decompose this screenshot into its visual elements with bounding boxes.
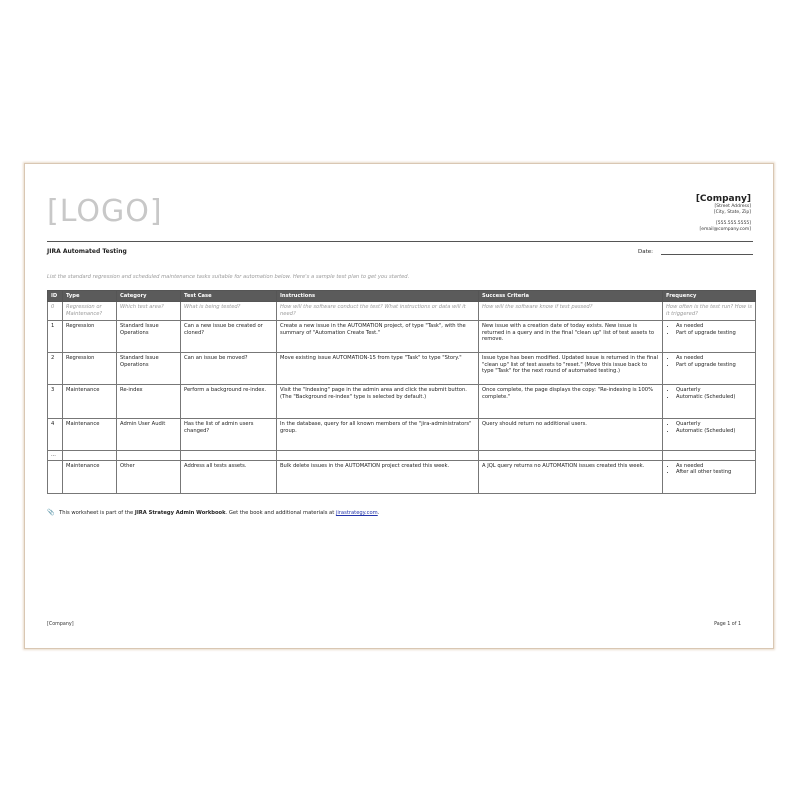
document-title: JIRA Automated Testing xyxy=(47,248,127,255)
table-row xyxy=(48,385,756,419)
table-cell: Visit the "Indexing" page in the admin area and click the submit button. (The "Background re-index" type is selected by default.) xyxy=(277,385,479,419)
frequency-cell xyxy=(663,460,756,493)
date-input-line[interactable] xyxy=(661,248,753,255)
logo-placeholder: [LOGO] xyxy=(47,194,163,229)
header-instructions: Instructions xyxy=(277,291,479,302)
header-id: ID xyxy=(48,291,63,302)
table-cell: 1 xyxy=(48,321,63,353)
table-cell: Create a new issue in the AUTOMATION project, of type "Task", with the summary of "Automation Create Test." xyxy=(277,321,479,353)
frequency-cell xyxy=(663,353,756,385)
header-type: Type xyxy=(63,291,117,302)
table-cell: Can an issue be moved? xyxy=(181,353,277,385)
table-cell xyxy=(479,451,663,461)
email-address: [email@company.com] xyxy=(699,227,751,232)
table-cell: Maintenance xyxy=(63,419,117,451)
list-item: • After all other testing xyxy=(676,469,752,476)
city-state-zip: [City, State, Zip] xyxy=(713,210,751,215)
table-cell: Address all tests assets. xyxy=(181,460,277,493)
header-test-case: Test Case xyxy=(181,291,277,302)
phone-number: [555.555.5555] xyxy=(715,221,751,226)
list-item: • Automatic (Scheduled) xyxy=(676,428,752,435)
table-cell: Re-index xyxy=(117,385,181,419)
frequency-cell xyxy=(663,321,756,353)
list-item: • Quarterly xyxy=(676,387,752,394)
table-cell: Move existing issue AUTOMATION-15 from type "Task" to type "Story." xyxy=(277,353,479,385)
list-item: • As needed xyxy=(676,355,752,362)
frequency-cell xyxy=(663,385,756,419)
table-cell xyxy=(48,460,63,493)
document-page xyxy=(24,163,774,649)
workbook-footnote xyxy=(47,509,379,516)
table-cell: Perform a background re-index. xyxy=(181,385,277,419)
table-cell: Can a new issue be created or cloned? xyxy=(181,321,277,353)
footer-company: [Company] xyxy=(47,622,74,627)
table-cell: Query should return no additional users. xyxy=(479,419,663,451)
table-row xyxy=(48,419,756,451)
table-cell: Maintenance xyxy=(63,460,117,493)
workbook-name: JIRA Strategy Admin Workbook xyxy=(134,510,226,516)
table-row xyxy=(48,353,756,385)
company-address-block xyxy=(696,194,751,233)
list-item: • As needed xyxy=(676,323,752,330)
frequency-cell xyxy=(663,419,756,451)
table-cell: 3 xyxy=(48,385,63,419)
table-cell: A JQL query returns no AUTOMATION issues created this week. xyxy=(479,460,663,493)
list-item: • Part of upgrade testing xyxy=(676,362,752,369)
list-item: • Quarterly xyxy=(676,421,752,428)
table-cell xyxy=(663,451,756,461)
table-cell: Other xyxy=(117,460,181,493)
table-cell: ... xyxy=(48,451,63,461)
test-plan-table xyxy=(47,290,756,494)
date-label: Date: xyxy=(638,249,653,255)
table-cell: Regression xyxy=(63,321,117,353)
table-cell: Issue type has been modified. Updated issue is returned in the final "clean up" list of test assets to "reset." (Move this issue back to type "Task" for the next round of automated testing.) xyxy=(479,353,663,385)
table-cell: Admin User Audit xyxy=(117,419,181,451)
paperclip-icon: 📎 xyxy=(47,509,55,516)
street-address: [Street Address] xyxy=(714,204,751,209)
intro-text: List the standard regression and scheduled maintenance tasks suitable for automation below. Here's a sample test plan to get you started. xyxy=(47,274,410,280)
title-row xyxy=(47,241,753,258)
table-cell: Once complete, the page displays the copy: "Re-indexing is 100% complete." xyxy=(479,385,663,419)
table-cell: Regression or Maintenance? xyxy=(63,302,117,321)
table-row xyxy=(48,321,756,353)
table-row xyxy=(48,460,756,493)
hint-row xyxy=(48,302,756,321)
table-cell: How often is the test run? How is it triggered? xyxy=(663,302,756,321)
table-header-row xyxy=(48,291,756,302)
header-category: Category xyxy=(117,291,181,302)
table-cell: In the database, query for all known members of the "jira-administrators" group. xyxy=(277,419,479,451)
table-cell: Has the list of admin users changed? xyxy=(181,419,277,451)
list-item: • As needed xyxy=(676,463,752,470)
company-name: [Company] xyxy=(695,194,751,204)
table-cell: Which test area? xyxy=(117,302,181,321)
table-cell: How will the software conduct the test? What instructions or data will it need? xyxy=(277,302,479,321)
table-cell: What is being tested? xyxy=(181,302,277,321)
table-cell: Standard Issue Operations xyxy=(117,353,181,385)
footnote-text: This worksheet is part of the xyxy=(59,510,134,516)
footnote-text: . Get the book and additional materials at xyxy=(225,510,335,516)
date-field[interactable] xyxy=(638,248,753,255)
table-cell: Maintenance xyxy=(63,385,117,419)
table-cell: Standard Issue Operations xyxy=(117,321,181,353)
page-number: Page 1 of 1 xyxy=(714,622,741,627)
table-cell: Regression xyxy=(63,353,117,385)
table-cell xyxy=(277,451,479,461)
table-cell: 2 xyxy=(48,353,63,385)
table-cell: 4 xyxy=(48,419,63,451)
table-cell xyxy=(63,451,117,461)
table-cell: 0 xyxy=(48,302,63,321)
header-success-criteria: Success Criteria xyxy=(479,291,663,302)
jirastrategy-link[interactable]: jirastrategy.com xyxy=(335,510,378,516)
footnote-text: . xyxy=(377,510,380,516)
table-cell: How will the software know if test passed? xyxy=(479,302,663,321)
table-cell xyxy=(181,451,277,461)
header-frequency: Frequency xyxy=(663,291,756,302)
table-cell xyxy=(117,451,181,461)
table-cell: Bulk delete issues in the AUTOMATION project created this week. xyxy=(277,460,479,493)
table-cell: New issue with a creation date of today exists. New issue is returned in a query and in the final "clean up" list of test assets to remove. xyxy=(479,321,663,353)
list-item: • Automatic (Scheduled) xyxy=(676,394,752,401)
list-item: • Part of upgrade testing xyxy=(676,330,752,337)
table-row xyxy=(48,451,756,461)
